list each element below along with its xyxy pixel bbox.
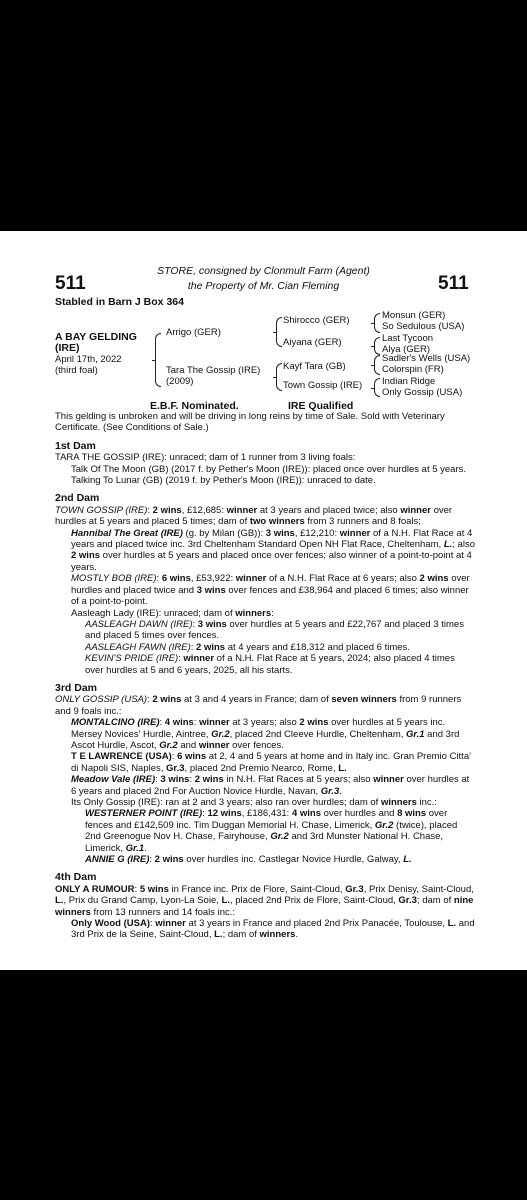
second-dam-line: TOWN GOSSIP (IRE): 2 wins, £12,685: winner at 3 years and placed twice; also winner over hurdles at 5 years and placed 5 times; dam of two winners from 3 runners and 8 foals;: [55, 504, 453, 528]
first-dam-produce-2: Talking To Lunar (GB) (2019 f. by Pether's Moon (IRE)): unraced to date.: [71, 475, 376, 487]
pedigree-dss: Sadler's Wells (USA): [382, 353, 471, 364]
ebf-nominated: E.B.F. Nominated.: [150, 400, 239, 412]
produce-its-only-gossip: Its Only Gossip (IRE): ran at 2 and 3 years; also ran over hurdles; dam of winners inc.:: [71, 797, 437, 808]
pedigree-sdd: Alya (GER): [382, 344, 431, 355]
pedigree-brace-3d: [374, 378, 380, 397]
pedigree-dam-year: (2009): [166, 376, 194, 387]
produce-meadow-vale: Meadow Vale (IRE): 3 wins: 2 wins in N.H. Flat Races at 5 years; also winner over hurdles at 6 years and placed 2nd For Auction Novice Hurdle, Navan, Gr.3.: [71, 774, 470, 797]
pedigree-brace-1: [155, 333, 161, 387]
pedigree-brace-3c: [374, 355, 380, 375]
third-dam-heading: 3rd Dam: [55, 681, 98, 694]
produce-te-lawrence: T E LAWRENCE (USA): 6 wins at 2, 4 and 5 years at home and in Italy inc. Gran Premio Citta' di Napoli SIS, Naples, Gr.3, placed 2nd Premio Nearco, Rome, L.: [71, 751, 471, 774]
pedigree-brace-3b: [374, 337, 380, 355]
produce-aasleagh-lady: Aasleagh Lady (IRE): unraced; dam of winners:: [71, 607, 274, 619]
property-line: the Property of Mr. Cian Fleming: [187, 280, 340, 292]
pedigree-sire: Arrigo (GER): [166, 327, 221, 338]
produce-kevins-pride: KEVIN'S PRIDE (IRE): winner of a N.H. Flat Race at 5 years, 2024; also placed 4 times over hurdles at 5 and 6 years, 2025, all his starts.: [85, 653, 455, 676]
ire-qualified: IRE Qualified: [288, 400, 354, 412]
first-dam-line: TARA THE GOSSIP (IRE): unraced; dam of 1 runner from 3 living foals:: [55, 452, 356, 464]
consignor-line: STORE, consigned by Clonmult Farm (Agent): [157, 265, 370, 277]
sale-note: This gelding is unbroken and will be driving in long reins by time of Sale. Sold with Veterinary Certificate. (See Conditions of Sale.): [55, 411, 445, 434]
produce-aasleagh-fawn: AASLEAGH FAWN (IRE): 2 wins at 4 years and £18,312 and placed 6 times.: [85, 641, 410, 653]
pedigree-dam: Tara The Gossip (IRE): [166, 365, 261, 376]
pedigree-sd: Aiyana (GER): [283, 337, 342, 348]
pedigree-ssd: So Sedulous (USA): [382, 321, 465, 332]
first-dam-heading: 1st Dam: [55, 439, 96, 452]
pedigree-ss: Shirocco (GER): [283, 315, 350, 326]
horse-name: A BAY GELDING: [55, 331, 137, 343]
produce-aasleagh-dawn: AASLEAGH DAWN (IRE): 3 wins over hurdles at 5 years and £22,767 and placed 3 times and placed 5 times over fences.: [85, 618, 464, 642]
pedigree-ddd: Only Gossip (USA): [382, 387, 463, 398]
third-dam-line: ONLY GOSSIP (USA): 2 wins at 3 and 4 years in France; dam of seven winners from 9 runners and 9 foals inc.:: [55, 694, 462, 717]
produce-only-wood: Only Wood (USA): winner at 3 years in France and placed 2nd Prix Panacée, Toulouse, L. and 3rd Prix de la Seine, Saint-Cloud, L.; dam of winners.: [71, 918, 475, 941]
pedigree-dd: Town Gossip (IRE): [283, 380, 363, 391]
produce-hannibal: Hannibal The Great (IRE) (g. by Milan (GB)): 3 wins, £12,210: winner of a N.H. Flat Race at 4 years and placed twice inc. 3rd Cheltenham Standard Open NH Flat Race, Cheltenham, L.; also 2 wins over hurdles at 5 years and placed once over fences; also winner of a point-to-point at 4 years.: [71, 527, 475, 573]
catalogue-body: [55, 411, 475, 941]
foal-number: (third foal): [55, 365, 98, 376]
lot-number-left: 511: [55, 273, 86, 294]
catalogue-page: [0, 231, 527, 970]
produce-annie-g: ANNIE G (IRE): 2 wins over hurdles inc. Castlegar Novice Hurdle, Galway, L.: [85, 854, 412, 866]
stabled-location: Stabled in Barn J Box 364: [55, 296, 184, 308]
pedigree-sss: Monsun (GER): [382, 310, 446, 321]
fourth-dam-line: ONLY A RUMOUR: 5 wins in France inc. Prix de Flore, Saint-Cloud, Gr.3, Prix Denisy, Saint-Cloud, L., Prix du Grand Camp, Lyon-La Soie, L., placed 2nd Prix de Flore, Saint-Cloud, Gr.3; dam of nine winners from 13 runners and 14 foals inc.:: [55, 883, 474, 918]
second-dam-name: TOWN GOSSIP (IRE): [55, 504, 148, 516]
produce-westerner-point: WESTERNER POINT (IRE): 12 wins, £186,431: 4 wins over hurdles and 8 wins over fences and £142,509 inc. Tim Duggan Memorial H. Chase, Limerick, Gr.2 (twice), placed 2nd Greenogue Nov H. Chase, Fairyhouse, Gr.2 and 3rd Munster National H. Chase, Limerick, Gr.1.: [85, 808, 458, 854]
foaling-date: April 17th, 2022: [55, 354, 122, 365]
second-dam-heading: 2nd Dam: [55, 492, 100, 505]
first-dam-produce-1: Talk Of The Moon (GB) (2017 f. by Pether's Moon (IRE)): placed once over hurdles at 5 years.: [71, 463, 467, 475]
pedigree-ds: Kayf Tara (GB): [283, 361, 346, 372]
pedigree-dds: Indian Ridge: [382, 376, 436, 387]
pedigree-dsd: Colorspin (FR): [382, 364, 444, 375]
pedigree-sds: Last Tycoon: [382, 333, 434, 344]
pedigree-brace-3a: [374, 313, 380, 333]
produce-montalcino: MONTALCINO (IRE): 4 wins: winner at 3 years; also 2 wins over hurdles at 5 years inc. Mersey Novices' Hurdle, Aintree, Gr.2, placed 2nd Cleeve Hurdle, Cheltenham, Gr.1 and 3rd Ascot Hurdle, Ascot, Gr.2 and winner over fences.: [71, 717, 460, 751]
pedigree-brace-2a: [276, 317, 282, 347]
pedigree-brace-2b: [276, 363, 282, 391]
horse-origin: (IRE): [55, 342, 80, 354]
lot-number-right: 511: [438, 273, 469, 294]
produce-mostly-bob: MOSTLY BOB (IRE): 6 wins, £53,922: winner of a N.H. Flat Race at 6 years; also 2 wins over hurdles and placed twice and 3 wins over fences and £38,964 and placed 6 times; also winner of a point-to-point.: [71, 573, 470, 608]
fourth-dam-heading: 4th Dam: [55, 871, 97, 884]
